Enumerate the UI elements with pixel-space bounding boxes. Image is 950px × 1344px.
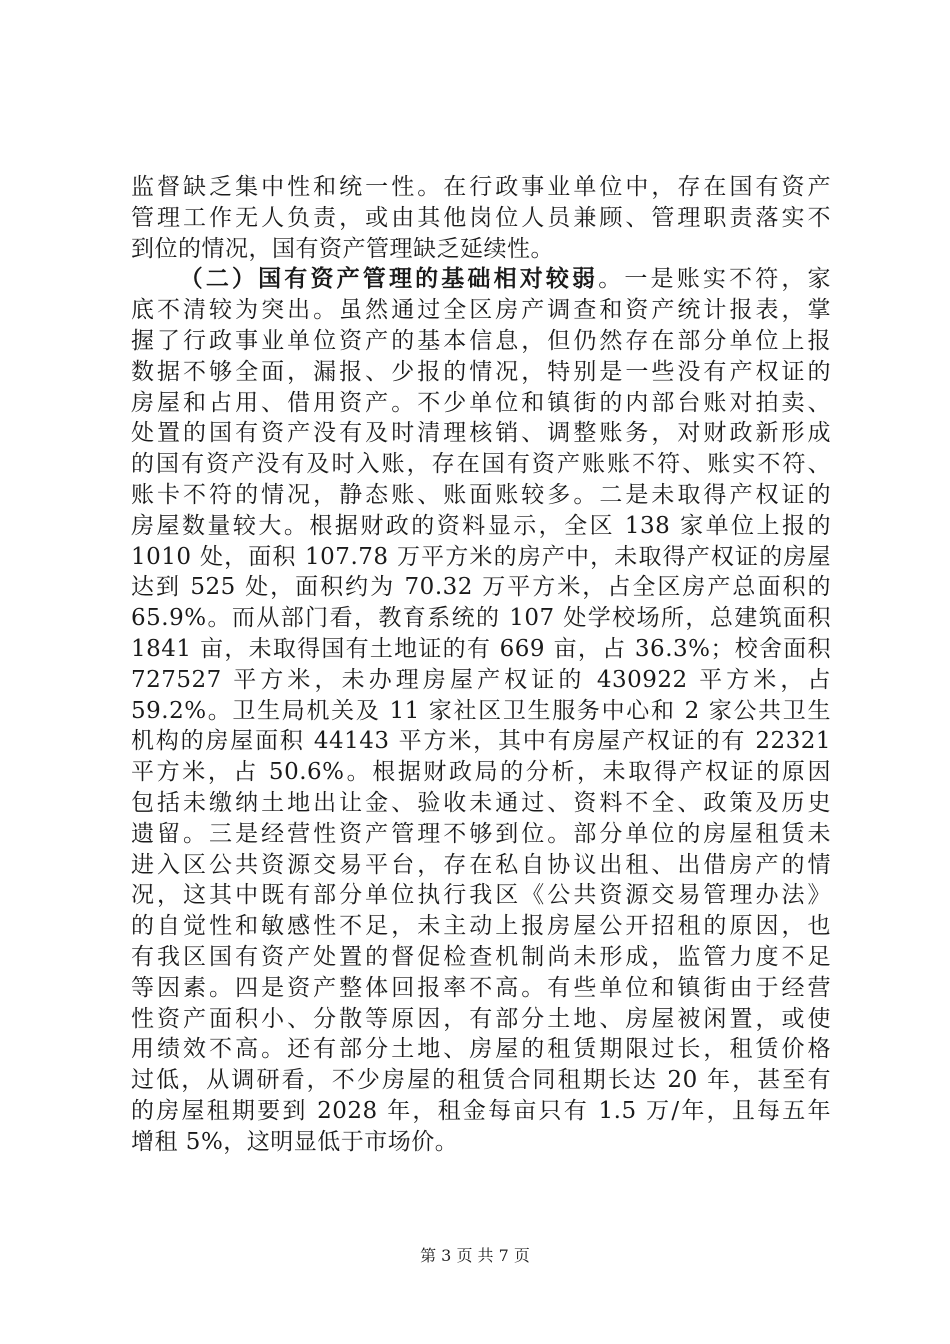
paragraph-line: 的自觉性和敏感性不足，未主动上报房屋公开招租的原因，也 <box>131 913 831 940</box>
paragraph-line: 65.9%。而从部门看，教育系统的 107 处学校场所，总建筑面积 <box>131 605 831 632</box>
paragraph-line: 达到 525 处，面积约为 70.32 万平方米，占全区房产总面积的 <box>131 574 831 601</box>
section-heading: （二）国有资产管理的基础相对较弱 <box>177 265 599 293</box>
paragraph-line: 房屋数量较大。根据财政的资料显示，全区 138 家单位上报的 <box>131 512 831 539</box>
paragraph-line: 性资产面积小、分散等原因，有部分土地、房屋被闲置，或使 <box>131 1005 831 1032</box>
paragraph-line: 况，这其中既有部分单位执行我区《公共资源交易管理办法》 <box>131 882 831 909</box>
paragraph-line: 的房屋租期要到 2028 年，租金每亩只有 1.5 万/年，且每五年 <box>131 1097 831 1124</box>
paragraph-line: 底不清较为突出。虽然通过全区房产调查和资产统计报表，掌 <box>131 297 831 324</box>
paragraph-line: 用绩效不高。还有部分土地、房屋的租赁期限过长，租赁价格 <box>131 1036 831 1063</box>
paragraph-line: 有我区国有资产处置的督促检查机制尚未形成，监管力度不足 <box>131 943 831 970</box>
paragraph-line: 数据不够全面，漏报、少报的情况，特别是一些没有产权证的 <box>131 358 831 385</box>
paragraph-line: 管理工作无人负责，或由其他岗位人员兼顾、管理职责落实不 <box>131 204 831 231</box>
paragraph-line: 包括未缴纳土地出让金、验收未通过、资料不全、政策及历史 <box>131 789 831 816</box>
paragraph-line: 进入区公共资源交易平台，存在私自协议出租、出借房产的情 <box>131 851 831 878</box>
paragraph-line: 727527 平方米，未办理房屋产权证的 430922 平方米，占 <box>131 666 831 693</box>
paragraph-line: 平方米，占 50.6%。根据财政局的分析，未取得产权证的原因 <box>131 759 831 786</box>
paragraph-line: 处置的国有资产没有及时清理核销、调整账务，对财政新形成 <box>131 420 831 447</box>
paragraph-line: 到位的情况，国有资产管理缺乏延续性。 <box>131 235 554 262</box>
heading-line-rest: 。一是账实不符，家 <box>598 266 832 293</box>
paragraph-line: 机构的房屋面积 44143 平方米，其中有房屋产权证的有 22321 <box>131 728 831 755</box>
page-footer: 第 3 页 共 7 页 <box>420 1246 530 1265</box>
paragraph-line: 等因素。四是资产整体回报率不高。有些单位和镇街由于经营 <box>131 974 831 1001</box>
paragraph-line: 房屋和占用、借用资产。不少单位和镇街的内部台账对拍卖、 <box>131 389 831 416</box>
paragraph-line: 过低，从调研看，不少房屋的租赁合同租期长达 20 年，甚至有 <box>131 1067 831 1094</box>
body-text <box>131 172 831 1158</box>
paragraph-line: 1010 处，面积 107.78 万平方米的房产中，未取得产权证的房屋 <box>131 543 831 570</box>
paragraph-line: 遗留。三是经营性资产管理不够到位。部分单位的房屋租赁未 <box>131 820 831 847</box>
section-heading-line <box>131 264 831 295</box>
paragraph-line: 增租 5%，这明显低于市场价。 <box>131 1128 459 1155</box>
paragraph-line: 1841 亩，未取得国有土地证的有 669 亩，占 36.3%；校舍面积 <box>131 635 831 662</box>
paragraph-line: 59.2%。卫生局机关及 11 家社区卫生服务中心和 2 家公共卫生 <box>131 697 831 724</box>
paragraph-line: 的国有资产没有及时入账，存在国有资产账账不符、账实不符、 <box>131 451 831 478</box>
paragraph-line: 账卡不符的情况，静态账、账面账较多。二是未取得产权证的 <box>131 481 831 508</box>
paragraph-line: 握了行政事业单位资产的基本信息，但仍然存在部分单位上报 <box>131 327 831 354</box>
paragraph-line: 监督缺乏集中性和统一性。在行政事业单位中，存在国有资产 <box>131 174 831 200</box>
